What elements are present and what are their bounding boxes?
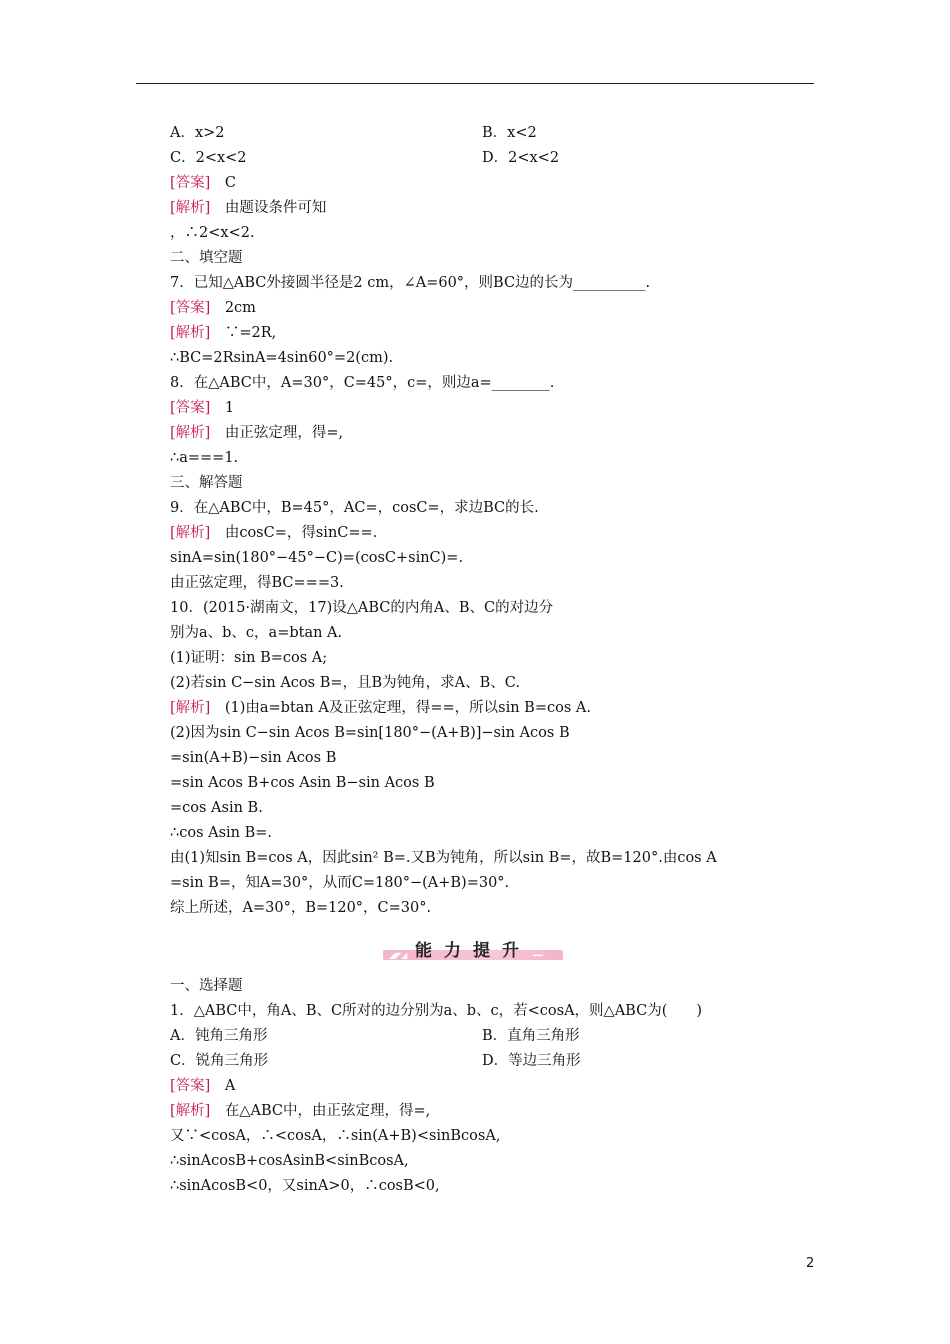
section-heading-choice: 一、选择题	[170, 978, 243, 994]
q10-stem-4: (2)若sin C−sin Acos B=，且B为钝角，求A、B、C.	[170, 675, 520, 691]
q10-stem-2: 别为a、b、c，a=btan A.	[170, 625, 343, 641]
analysis-text: (1)由a=btan A及正弦定理，得==，所以sin B=cos A.	[210, 700, 591, 716]
q8-analysis-line-2: ∴a===1.	[170, 450, 239, 466]
answer-tag: [答案]	[170, 400, 211, 416]
analysis-tag: [解析]	[170, 525, 211, 541]
p1-analysis-line-3: ∴sinAcosB+cosAsinB<sinBcosA,	[170, 1153, 409, 1169]
banner-title: 能力提升	[415, 941, 531, 961]
q10-analysis-line-9: 综上所述，A=30°，B=120°，C=30°.	[170, 900, 432, 916]
q10-analysis-line	[170, 698, 591, 718]
q7-analysis-line-2: ∴BC=2RsinA=4sin60°=2(cm).	[170, 350, 394, 366]
q8-answer-line	[170, 398, 234, 418]
p1-answer-line	[170, 1076, 235, 1096]
q7-analysis-line	[170, 323, 276, 343]
q6-answer-line	[170, 173, 236, 193]
analysis-tag: [解析]	[170, 200, 211, 216]
q9-stem: 9．在△ABC中，B=45°，AC=，cosC=，求边BC的长.	[170, 500, 539, 516]
answer-tag: [答案]	[170, 175, 211, 191]
analysis-text: 由题设条件可知	[210, 200, 327, 216]
p1-analysis-line-4: ∴sinAcosB<0，又sinA>0，∴cosB<0,	[170, 1178, 440, 1194]
q10-stem-3: (1)证明：sin B=cos A;	[170, 650, 328, 666]
q6-option-c: C．2<x<2	[170, 150, 247, 166]
p1-stem: 1．△ABC中，角A、B、C所对的边分别为a、b、c，若<cosA，则△ABC为( )	[170, 1003, 703, 1019]
q8-analysis-line	[170, 423, 343, 443]
q10-analysis-line-7: 由(1)知sin B=cos A，因此sin² B=.又B为钝角，所以sin B=，故B=120°.由cos A	[170, 850, 717, 866]
p1-analysis-line	[170, 1101, 430, 1121]
q10-analysis-line-5: =cos Asin B.	[170, 800, 263, 816]
q10-analysis-line-3: =sin(A+B)−sin Acos B	[170, 750, 337, 766]
p1-option-a: A．钝角三角形	[170, 1028, 268, 1044]
answer-tag: [答案]	[170, 1078, 211, 1094]
q6-option-a: A．x>2	[170, 125, 225, 141]
analysis-text: ∵=2R,	[210, 325, 277, 341]
p1-analysis-line-2: 又∵<cosA，∴<cosA，∴sin(A+B)<sinBcosA,	[170, 1128, 501, 1144]
q10-analysis-line-8: =sin B=，知A=30°，从而C=180°−(A+B)=30°.	[170, 875, 510, 891]
p1-option-d: D．等边三角形	[482, 1053, 581, 1069]
analysis-text: 在△ABC中，由正弦定理，得=,	[210, 1103, 431, 1119]
q10-stem-1: 10．(2015·湖南文，17)设△ABC的内角A、B、C的对边分	[170, 600, 554, 616]
section-heading-solve: 三、解答题	[170, 475, 243, 491]
q9-analysis-line	[170, 523, 377, 543]
analysis-tag: [解析]	[170, 700, 211, 716]
analysis-text: 由正弦定理，得=,	[210, 425, 344, 441]
q9-analysis-line-3: 由正弦定理，得BC===3.	[170, 575, 344, 591]
q6-option-d: D．2<x<2	[482, 150, 560, 166]
page-number: 2	[806, 1256, 815, 1271]
header-rule	[136, 83, 814, 84]
analysis-tag: [解析]	[170, 425, 211, 441]
answer-tag: [答案]	[170, 300, 211, 316]
analysis-text: 由cosC=，得sinC==.	[210, 525, 378, 541]
p1-option-c: C．锐角三角形	[170, 1053, 269, 1069]
q10-analysis-line-6: ∴cos Asin B=.	[170, 825, 273, 841]
q8-stem: 8．在△ABC中，A=30°，C=45°，c=，则边a=________.	[170, 375, 555, 391]
q6-analysis-line	[170, 198, 326, 218]
answer-text: A	[210, 1078, 236, 1094]
answer-text: C	[210, 175, 236, 191]
answer-text: 2cm	[210, 300, 256, 316]
banner-right-dash-icon: ━━	[533, 951, 543, 960]
section-heading-fill-blank: 二、填空题	[170, 250, 243, 266]
banner-left-arrows-icon: ◢◤◢	[389, 951, 408, 960]
q10-analysis-line-4: =sin Acos B+cos Asin B−sin Acos B	[170, 775, 435, 791]
analysis-tag: [解析]	[170, 1103, 211, 1119]
ability-banner	[383, 934, 563, 964]
q9-analysis-line-2: sinA=sin(180°−45°−C)=(cosC+sinC)=.	[170, 550, 464, 566]
q6-option-b: B．x<2	[482, 125, 537, 141]
analysis-tag: [解析]	[170, 325, 211, 341]
q7-answer-line	[170, 298, 256, 318]
p1-option-b: B．直角三角形	[482, 1028, 580, 1044]
q7-stem: 7．已知△ABC外接圆半径是2 cm，∠A=60°，则BC边的长为__________.	[170, 275, 651, 291]
q6-analysis-line-2: ，∴2<x<2.	[170, 225, 255, 241]
q10-analysis-line-2: (2)因为sin C−sin Acos B=sin[180°−(A+B)]−sin Acos B	[170, 725, 570, 741]
answer-text: 1	[210, 400, 235, 416]
